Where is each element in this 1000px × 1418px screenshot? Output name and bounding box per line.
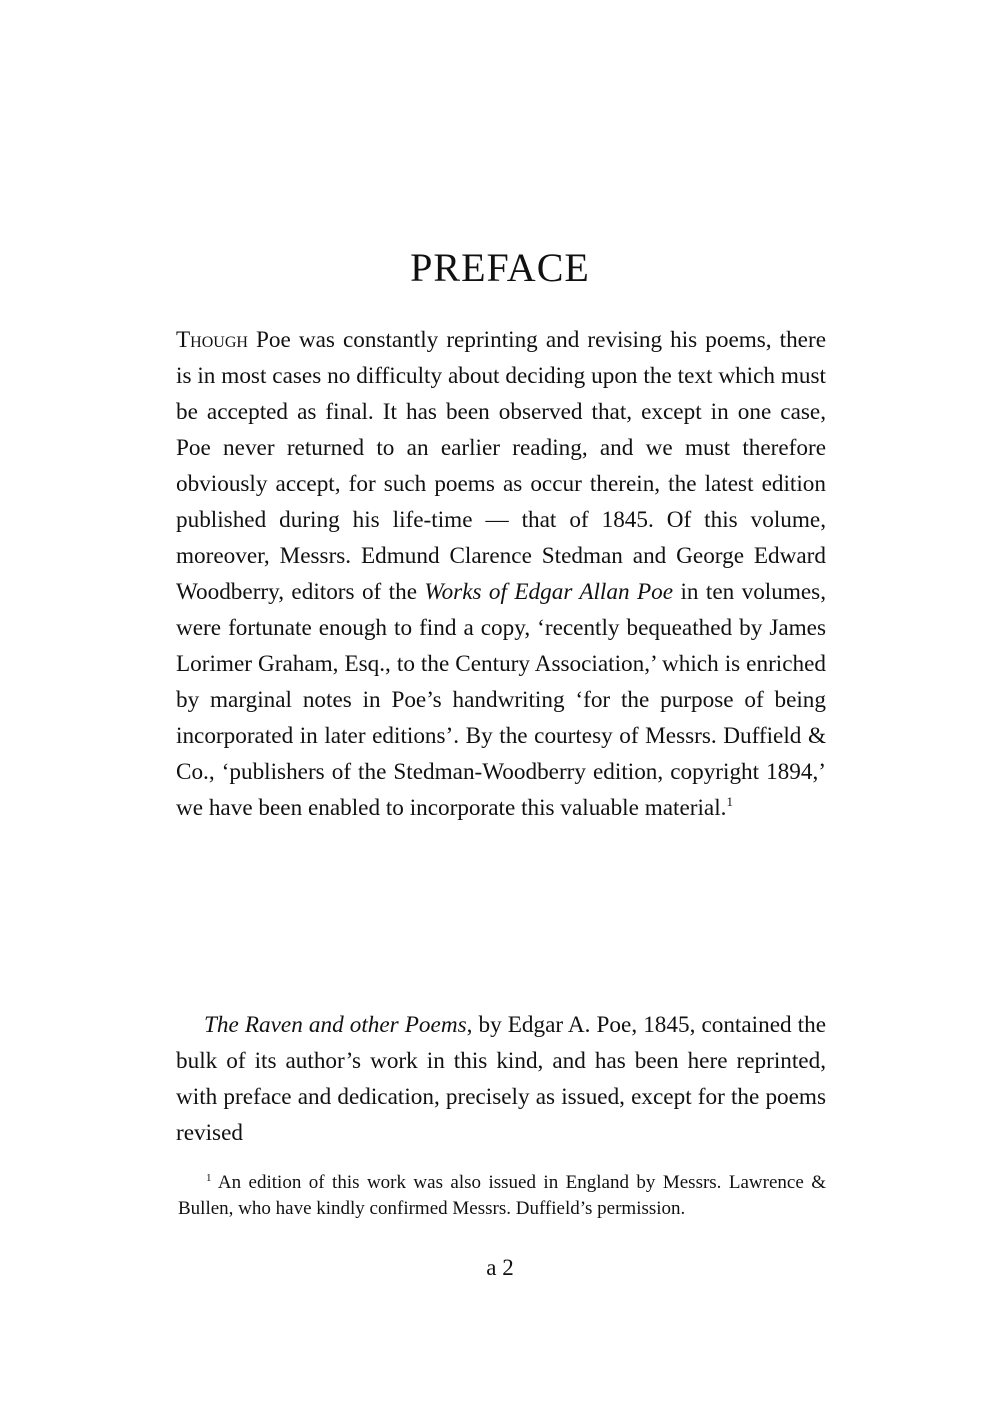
preface-paragraph-1 <box>176 322 826 826</box>
footnote-text: An edition of this work was also issued in England by Messrs. Lawrence & Bullen, who have kindly confirmed Messrs. Duffield’s permission. <box>178 1172 826 1219</box>
paragraph-1-text-b: in ten volumes, were fortunate enough to find a copy, ‘recently bequeathed by James Lorimer Graham, Esq., to the Century Association,’ which is enriched by marginal notes in Poe’s handwriting ‘for the purpose of being incorporated in later editions’. By the courtesy of Messrs. Duffield & Co., ‘publishers of the Stedman-Woodberry edition, copyright 1894,’ we have been enabled to incorporate this valuable material. <box>176 579 826 821</box>
page-title: PREFACE <box>410 245 590 290</box>
footnote-reference[interactable]: 1 <box>726 794 733 809</box>
footnote-marker: 1 <box>206 1172 212 1184</box>
footnote <box>178 1170 826 1222</box>
book-title: The Raven and other Poems <box>204 1012 467 1038</box>
preface-paragraph-2 <box>176 1007 826 1151</box>
page-number: a 2 <box>486 1255 514 1280</box>
works-title: Works of Edgar Allan Poe <box>424 579 674 605</box>
paragraph-2-text: , by Edgar A. Poe, 1845, contained the bulk of its author’s work in this kind, and has been here reprinted, with preface and dedication, precisely as issued, except for the poems revised <box>176 1012 826 1146</box>
lead-word: Though <box>176 327 248 353</box>
paragraph-1-text-a: Poe was constantly reprinting and revising his poems, there is in most cases no difficulty about deciding upon the text which must be accepted as final. It has been observed that, except in one case, Poe never returned to an earlier reading, and we must therefore obviously accept, for such poems as occur therein, the latest edition published during his life-time — that of 1845. Of this volume, moreover, Messrs. Edmund Clarence Stedman and George Edward Woodberry, editors of the <box>176 327 826 605</box>
